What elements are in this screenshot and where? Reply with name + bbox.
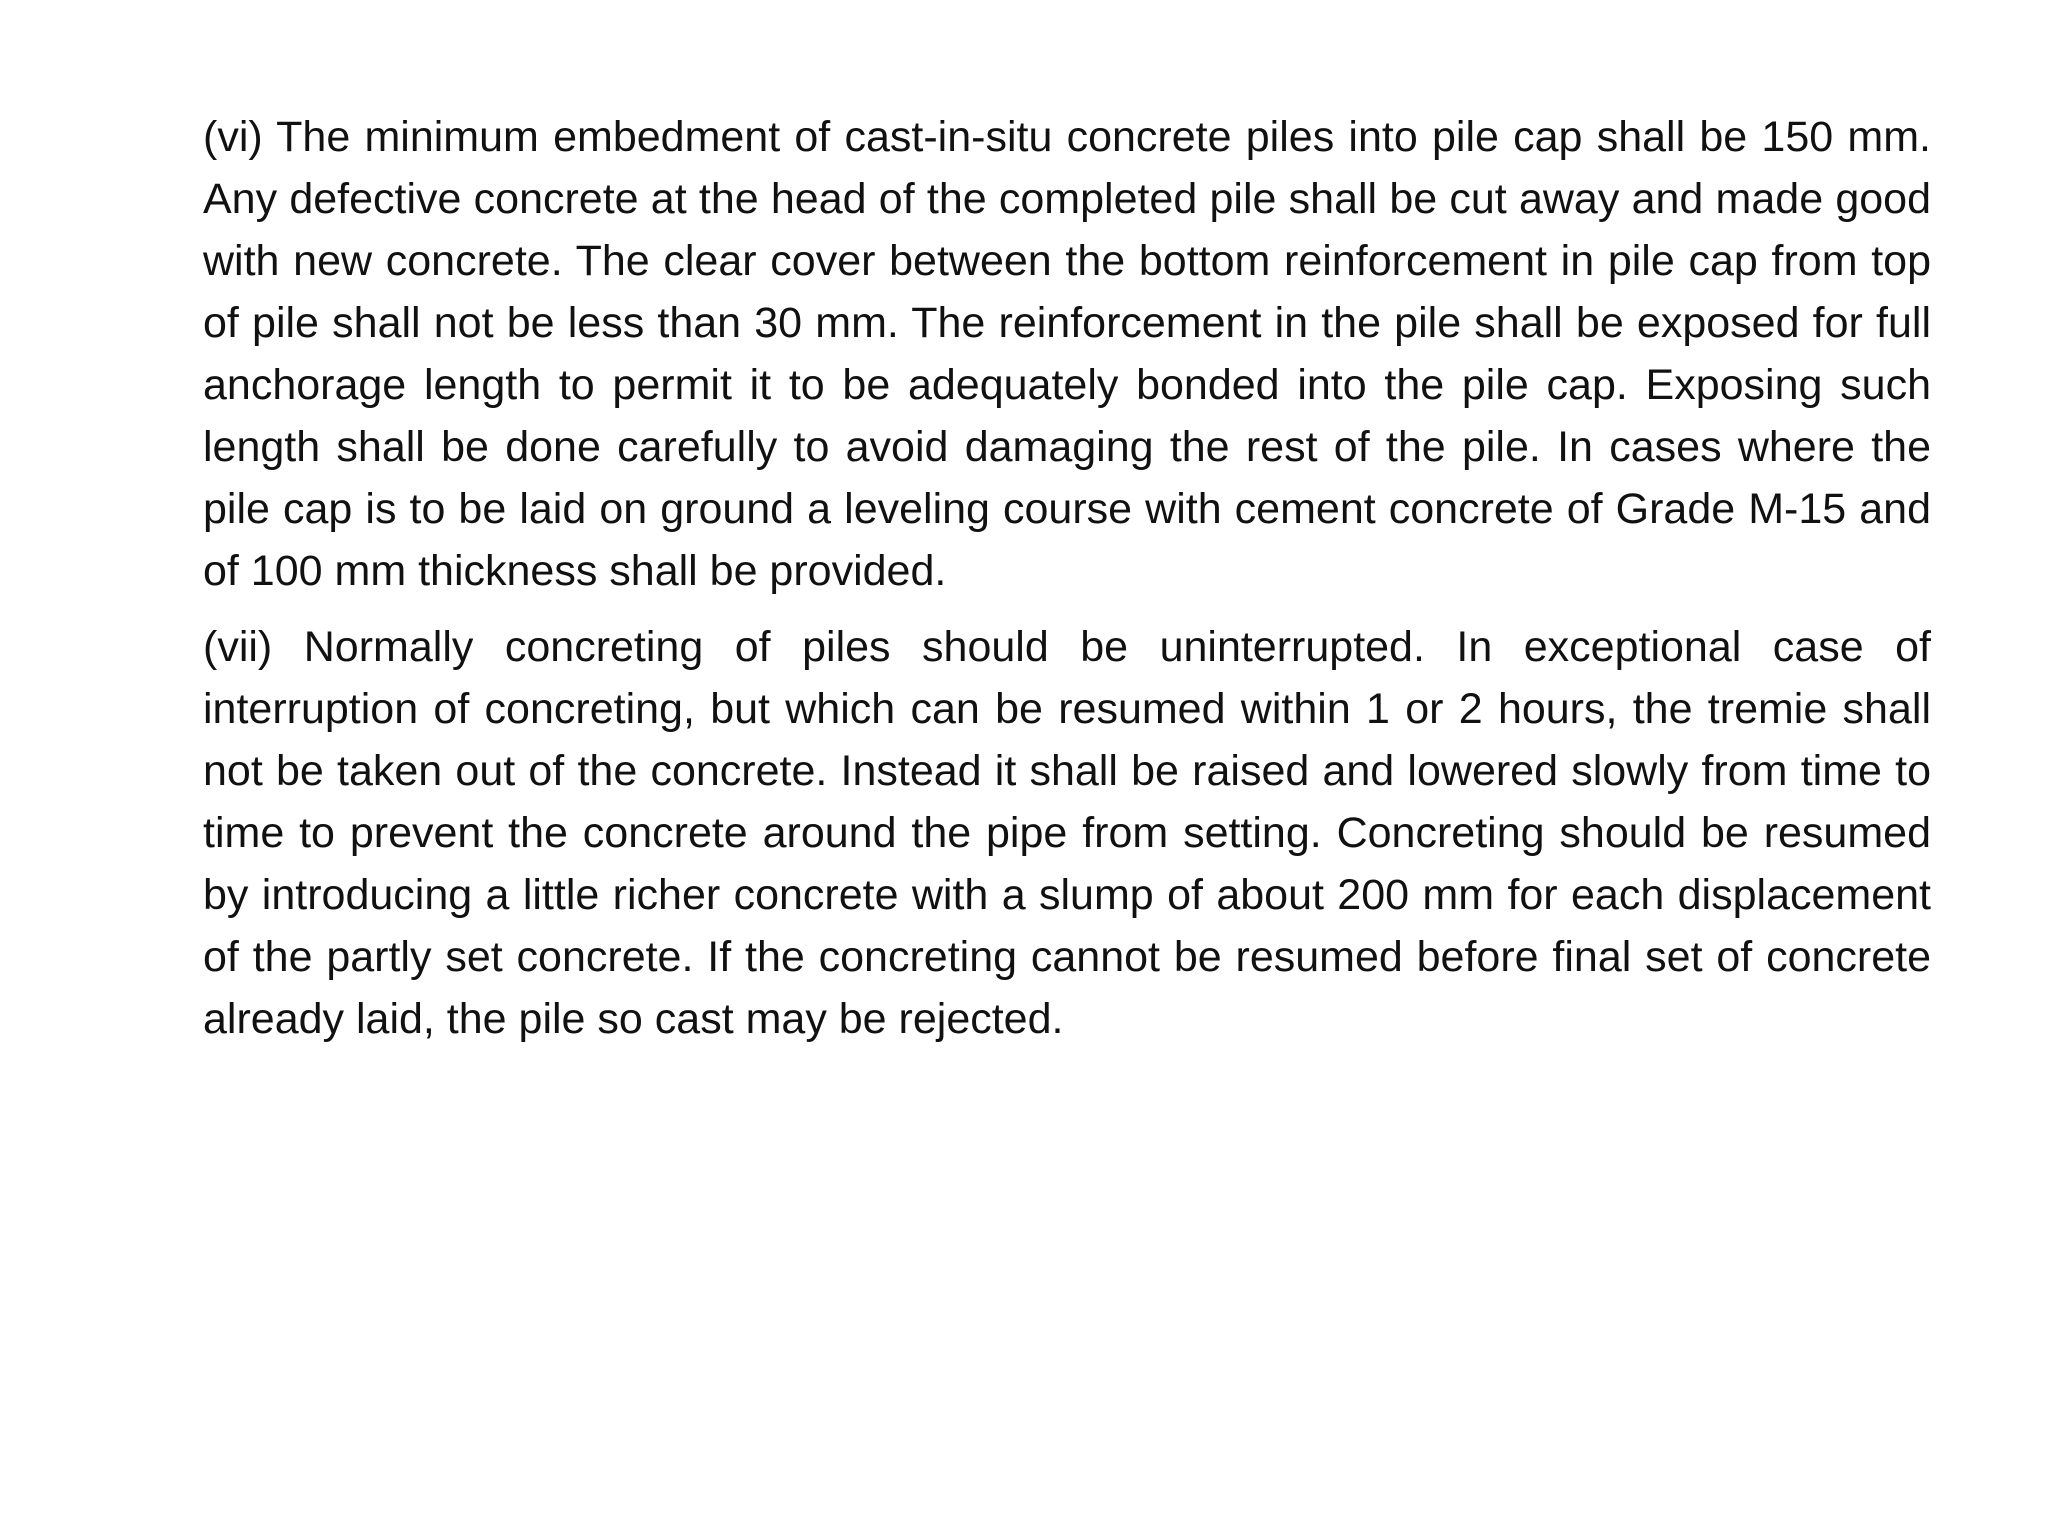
paragraph-vi: (vi) The minimum embedment of cast-in-situ concrete piles into pile cap shall be 150 mm. Any defective concrete at the head of the completed pile shall be cut away and made good with new concrete. The clear cover between the bottom reinforcement in pile cap from top of pile shall not be less than 30 mm. The reinforcement in the pile shall be exposed for full anchorage length to permit it to be adequately bonded into the pile cap. Exposing such length shall be done carefully to avoid damaging the rest of the pile. In cases where the pile cap is to be laid on ground a leveling course with cement concrete of Grade M-15 and of 100 mm thickness shall be provided. bbox=[203, 113, 1931, 595]
paragraph-vii: (vii) Normally concreting of piles should be uninterrupted. In exceptional case of interruption of concreting, but which can be resumed within 1 or 2 hours, the tremie shall not be taken out of the concrete. Instead it shall be raised and lowered slowly from time to time to prevent the concrete around the pipe from setting. Concreting should be resumed by introducing a little richer concrete with a slump of about 200 mm for each displacement of the partly set concrete. If the concreting cannot be resumed before final set of concrete already laid, the pile so cast may be rejected. bbox=[203, 623, 1931, 1043]
slide-body bbox=[203, 106, 1931, 1050]
